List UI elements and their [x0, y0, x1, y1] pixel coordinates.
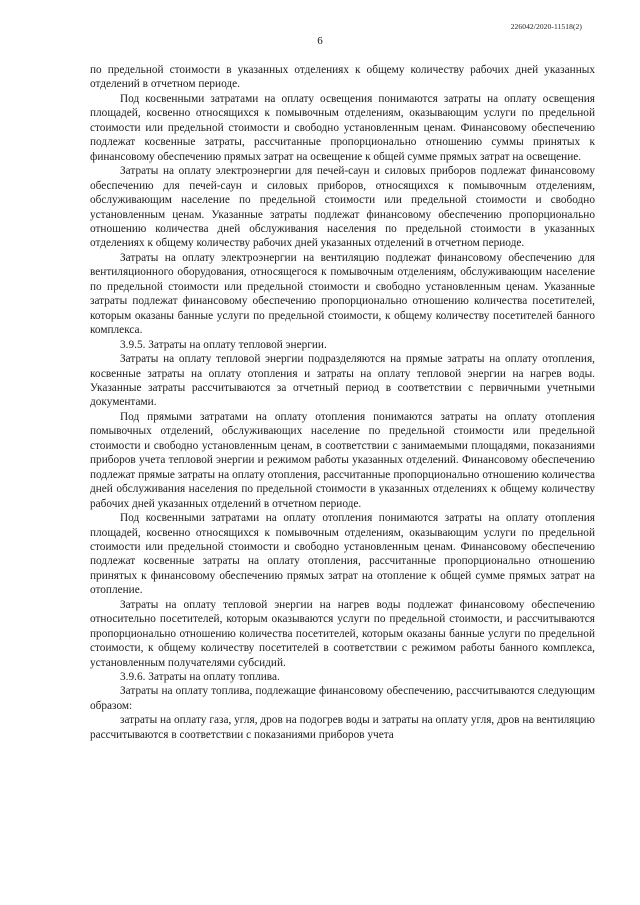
paragraph-fuel-costs: Затраты на оплату топлива, подлежащие финансовому обеспечению, рассчитываются следующим образом: — [90, 685, 595, 712]
paragraph-direct-heating: Под прямыми затратами на оплату отопления понимаются затраты на оплату отопления помывочных отделений, обслуживающих население по предельной стоимости или предельной стоимости и свободно установленным ценам, в соответствии с занимаемыми площадями, показаниями приборов учета тепловой энергии и режимом работы указанных отделений. Финансовому обеспечению подлежат прямые затраты на оплату отопления, рассчитанные пропорционально отношению количества дней обслуживания населения по предельной стоимости в указанных отделениях к общему количеству рабочих дней указанных отделений в отчетном периоде. — [90, 410, 595, 510]
section-heading-3-9-6: 3.9.6. Затраты на оплату топлива. — [120, 671, 280, 684]
page-number: 6 — [317, 35, 323, 47]
paragraph-gas-coal-wood: затраты на оплату газа, угля, дров на подогрев воды и затраты на оплату угля, дров на вентиляцию рассчитываются в соответствии с показаниями приборов учета — [90, 714, 595, 741]
paragraph-indirect-heating: Под косвенными затратами на оплату отопления понимаются затраты на оплату отопления площадей, косвенно относящихся к помывочным отделениям, оказывающим услуги по предельной стоимости или предельной стоимости и свободно установленным ценам. Финансовому обеспечению подлежат косвенные затраты на оплату отопления, рассчитанные пропорционально отношению принятых к финансовому обеспечению прямых затрат на отопление к общей сумме прямых затрат на отопление. — [90, 512, 595, 597]
paragraph-indirect-lighting: Под косвенными затратами на оплату освещения понимаются затраты на оплату освещения площадей, косвенно относящихся к помывочным отделениям, оказывающим услуги по предельной стоимости или предельной стоимости и свободно установленным ценам. Финансовому обеспечению подлежат косвенные затраты, рассчитанные пропорционально отношению суммы принятых к финансовому обеспечению прямых затрат на освещение к общей сумме прямых затрат на освещение. — [90, 92, 595, 163]
paragraph-sauna-electricity: Затраты на оплату электроэнергии для печей-саун и силовых приборов подлежат финансовому обеспечению для печей-саун и силовых приборов, относящихся к помывочным отделениям, обслуживающим население по предельной стоимости или предельной стоимости и свободно установленным ценам. Указанные затраты подлежат финансовому обеспечению пропорционально отношению количества дней обслуживания населения по предельной стоимости в указанных отделениях к общему количеству рабочих дней указанных отделений в отчетном периоде. — [90, 165, 595, 250]
paragraph-heat-energy: Затраты на оплату тепловой энергии подразделяются на прямые затраты на оплату отопления, косвенные затраты на оплату отопления и затраты на оплату тепловой энергии на нагрев воды. Указанные затраты рассчитываются за отчетный период в соответствии с первичными учетными документами. — [90, 353, 595, 409]
paragraph-water-heating: Затраты на оплату тепловой энергии на нагрев воды подлежат финансовому обеспечению относительно посетителей, которым оказываются услуги по предельной стоимости, и рассчитываются пропорционально отношению количества посетителей, которым оказаны банные услуги по предельной стоимости, к общему количеству посетителей в соответствии с режимом работы банного комплекса, установленным получателями субсидий. — [90, 598, 595, 669]
document-body — [90, 63, 595, 742]
paragraph-ventilation-electricity: Затраты на оплату электроэнергии на вентиляцию подлежат финансовому обеспечению для вентиляционного оборудования, относящегося к помывочным отделениям, обслуживающим население по предельной стоимости или предельной стоимости и свободно установленным ценам. Указанные затраты подлежат финансовому обеспечению пропорционально отношению количества посетителей, которым оказаны банные услуги по предельной стоимости, к общему количеству посетителей банного комплекса. — [90, 251, 595, 337]
section-heading-3-9-5: 3.9.5. Затраты на оплату тепловой энергии. — [120, 338, 327, 351]
document-number: 226042/2020-11518(2) — [510, 22, 582, 31]
paragraph-continuation: по предельной стоимости в указанных отделениях к общему количеству рабочих дней указанных отделений в отчетном периоде. — [90, 64, 595, 91]
